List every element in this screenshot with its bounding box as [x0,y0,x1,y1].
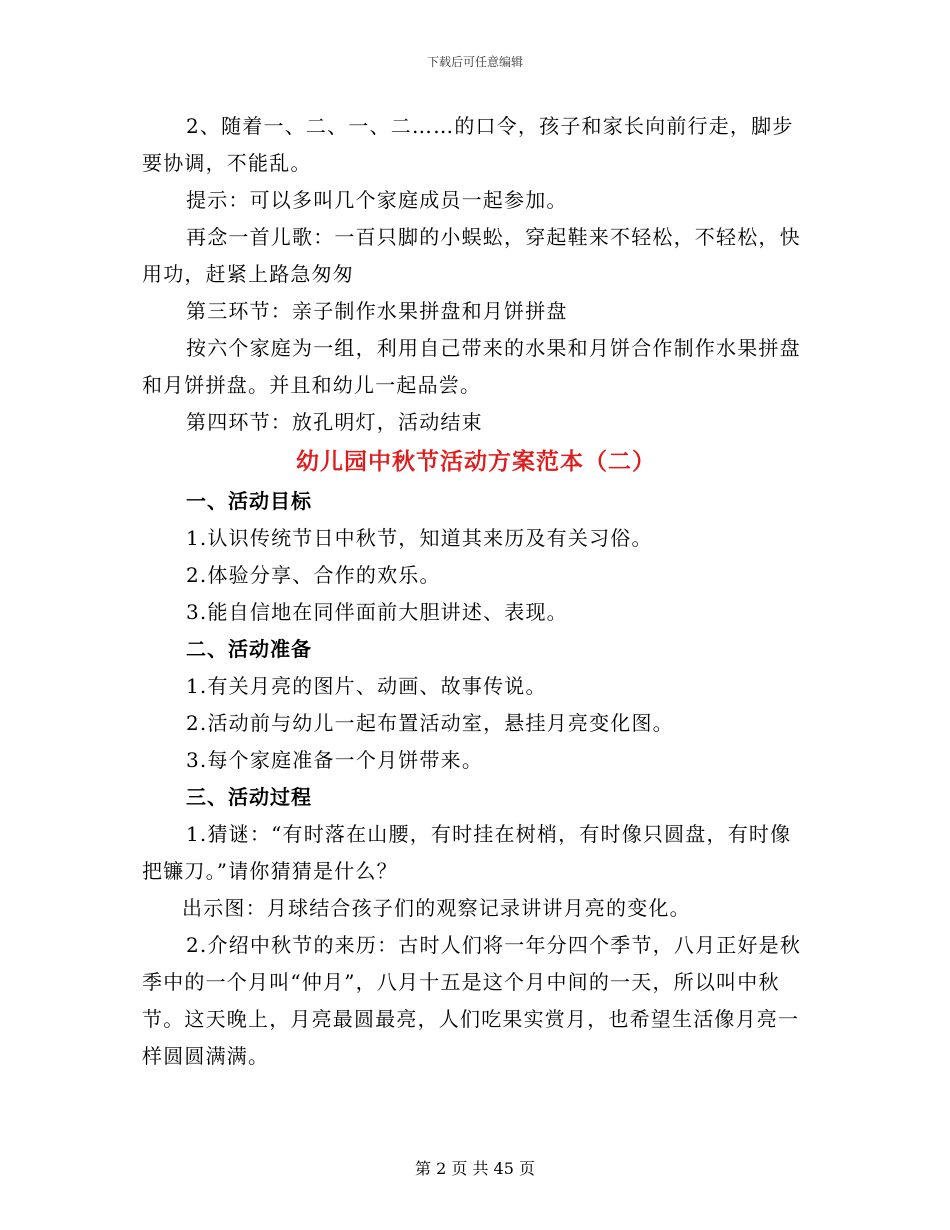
paragraph: 1.猜谜：“有时落在山腰，有时挂在树梢，有时像只圆盘，有时像把镰刀。”请你猜猜是什么？ [142,822,792,883]
section-heading: 三、活动过程 [186,785,312,809]
paragraph: 按六个家庭为一组，利用自己带来的水果和月饼合作制作水果拼盘和月饼拼盘。并且和幼儿一起品尝。 [142,336,801,397]
page-header-note: 下载后可任意编辑 [426,55,523,69]
section-heading: 一、活动目标 [186,489,312,513]
list-item: 3.能自信地在同伴面前大胆讲述、表现。 [186,600,568,624]
list-item: 2.活动前与幼儿一起布置活动室，悬挂月亮变化图。 [186,711,674,735]
document-body [142,108,810,1075]
paragraph: 第四环节：放孔明灯，活动结束 [186,410,483,434]
paragraph: 再念一首儿歌：一百只脚的小蜈蚣，穿起鞋来不轻松，不轻松，快用功，赶紧上路急匆匆 [142,225,801,286]
paragraph: 2.介绍中秋节的来历：古时人们将一年分四个季节，八月正好是秋季中的一个月叫“仲月”，八月十五是这个月中间的一天，所以叫中秋节。这天晚上，月亮最圆最亮，人们吃果实赏月，也希望生活像月亮一样圆圆满满。 [142,933,802,1068]
list-item: 1.有关月亮的图片、动画、故事传说。 [186,674,547,698]
list-item: 1.认识传统节日中秋节，知道其来历及有关习俗。 [186,526,653,550]
paragraph: 出示图：月球结合孩子们的观察记录讲讲月亮的变化。 [182,896,691,920]
paragraph: 提示：可以多叫几个家庭成员一起参加。 [186,188,568,212]
page-number: 第 2 页 共 45 页 [415,1159,535,1178]
list-item: 2.体验分享、合作的欢乐。 [186,563,441,587]
paragraph: 2、随着一、二、一、二……的口令，孩子和家长向前行走，脚步要协调，不能乱。 [142,114,794,175]
paragraph: 第三环节：亲子制作水果拼盘和月饼拼盘 [186,299,568,323]
document-title: 幼儿园中秋节活动方案范本（二） [296,448,656,475]
list-item: 3.每个家庭准备一个月饼带来。 [186,748,484,772]
section-heading: 二、活动准备 [186,637,312,661]
